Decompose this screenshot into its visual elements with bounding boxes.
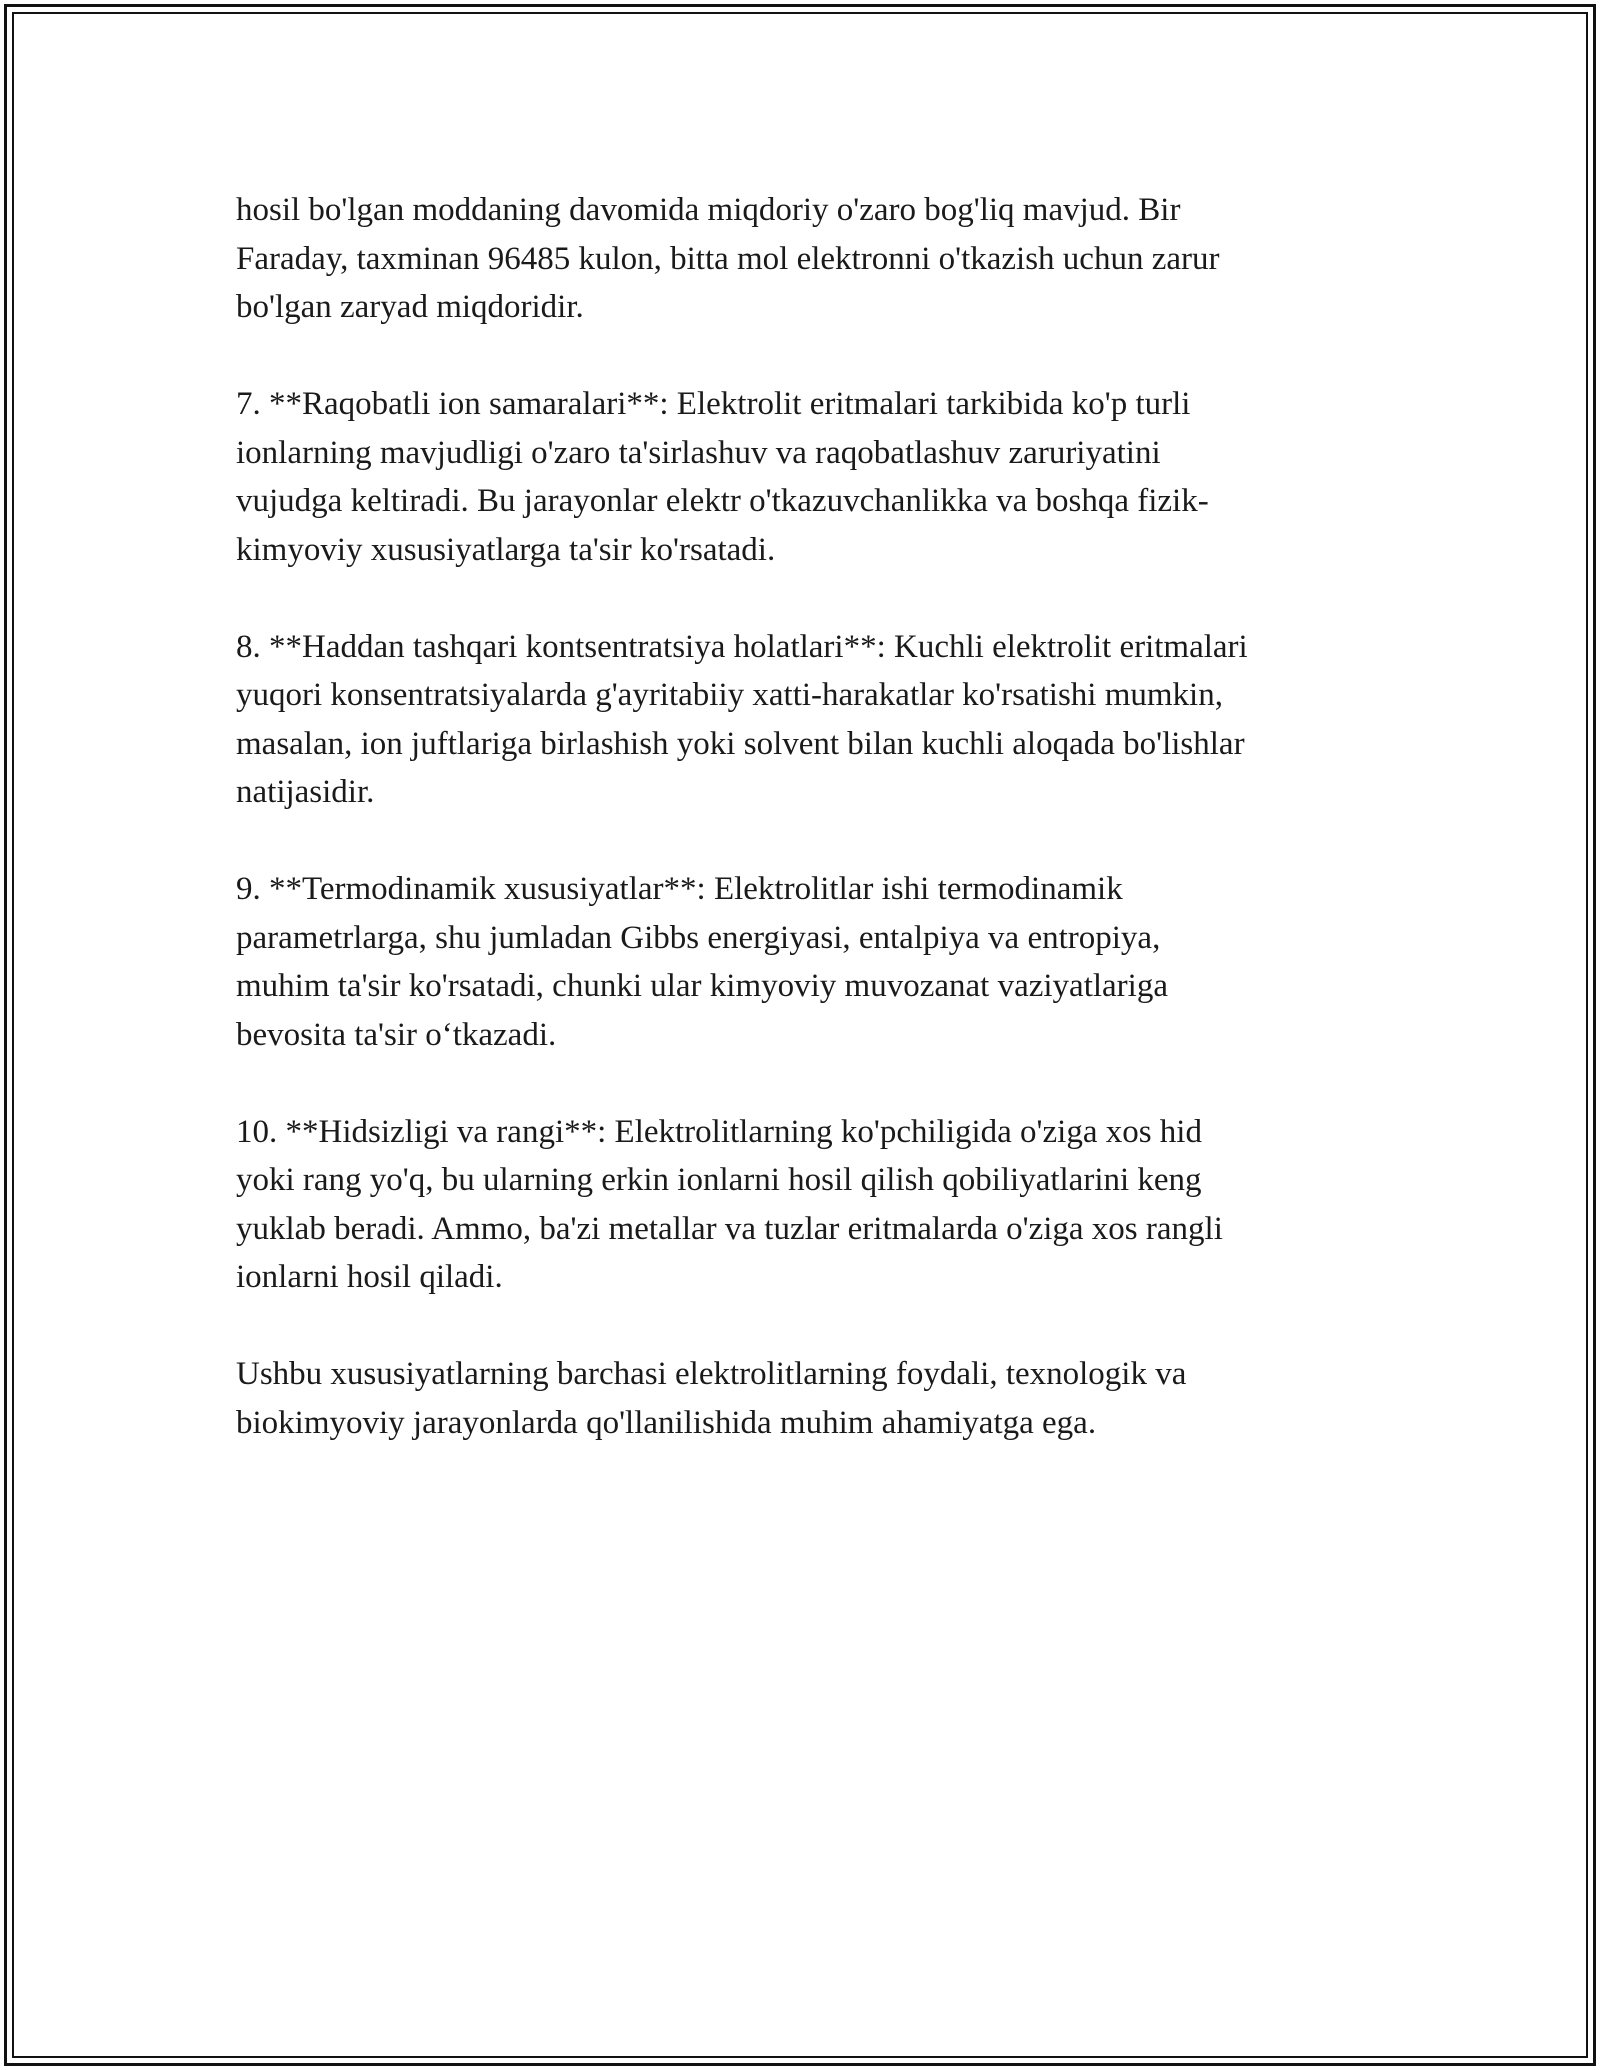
text-line: 9. **Termodinamik xususiyatlar**: Elektrolitlar ishi termodinamik <box>236 871 1123 907</box>
text-line: vujudga keltiradi. Bu jarayonlar elektr o'tkazuvchanlikka va boshqa fizik- <box>236 483 1209 519</box>
list-item-7 <box>236 380 1386 574</box>
text-line: yuqori konsentratsiyalarda g'ayritabiiy xatti-harakatlar ko'rsatishi mumkin, <box>236 677 1223 713</box>
text-line: 7. **Raqobatli ion samaralari**: Elektrolit eritmalari tarkibida ko'p turli <box>236 386 1191 422</box>
text-line: masalan, ion juftlariga birlashish yoki solvent bilan kuchli aloqada bo'lishlar <box>236 725 1245 762</box>
text-line: 8. **Haddan tashqari kontsentratsiya holatlari**: Kuchli elektrolit eritmalari <box>236 628 1248 665</box>
text-line: kimyoviy xususiyatlarga ta'sir ko'rsatadi. <box>236 531 776 568</box>
paragraph-conclusion <box>236 1350 1386 1447</box>
text-line: natijasidir. <box>236 774 375 810</box>
text-line: 10. **Hidsizligi va rangi**: Elektrolitlarning ko'pchiligida o'ziga xos hid <box>236 1113 1202 1150</box>
text-line: yuklab beradi. Ammo, ba'zi metallar va tuzlar eritmalarda o'ziga xos rangli <box>236 1210 1223 1247</box>
list-item-8 <box>236 623 1386 817</box>
text-line: bo'lgan zaryad miqdoridir. <box>236 289 584 325</box>
list-item-10 <box>236 1108 1386 1302</box>
text-line: muhim ta'sir ko'rsatadi, chunki ular kimyoviy muvozanat vaziyatlariga <box>236 968 1168 1004</box>
text-line: biokimyoviy jarayonlarda qo'llanilishida muhim ahamiyatga ega. <box>236 1404 1097 1441</box>
document-body <box>236 186 1386 1496</box>
text-line: ionlarning mavjudligi o'zaro ta'sirlashuv va raqobatlashuv zaruriyatini <box>236 434 1161 471</box>
text-line: hosil bo'lgan moddaning davomida miqdoriy o'zaro bog'liq mavjud. Bir <box>236 192 1181 228</box>
list-item-9 <box>236 865 1386 1059</box>
text-line: ionlarni hosil qiladi. <box>236 1259 503 1295</box>
paragraph-faraday-continuation <box>236 186 1386 332</box>
text-line: yoki rang yo'q, bu ularning erkin ionlarni hosil qilish qobiliyatlarini keng <box>236 1162 1202 1198</box>
text-line: Ushbu xususiyatlarning barchasi elektrolitlarning foydali, texnologik va <box>236 1356 1187 1392</box>
text-line: Faraday, taxminan 96485 kulon, bitta mol elektronni o'tkazish uchun zarur <box>236 240 1220 277</box>
text-line: parametrlarga, shu jumladan Gibbs energiyasi, entalpiya va entropiya, <box>236 919 1161 956</box>
text-line: bevosita ta'sir o‘tkazadi. <box>236 1016 557 1053</box>
